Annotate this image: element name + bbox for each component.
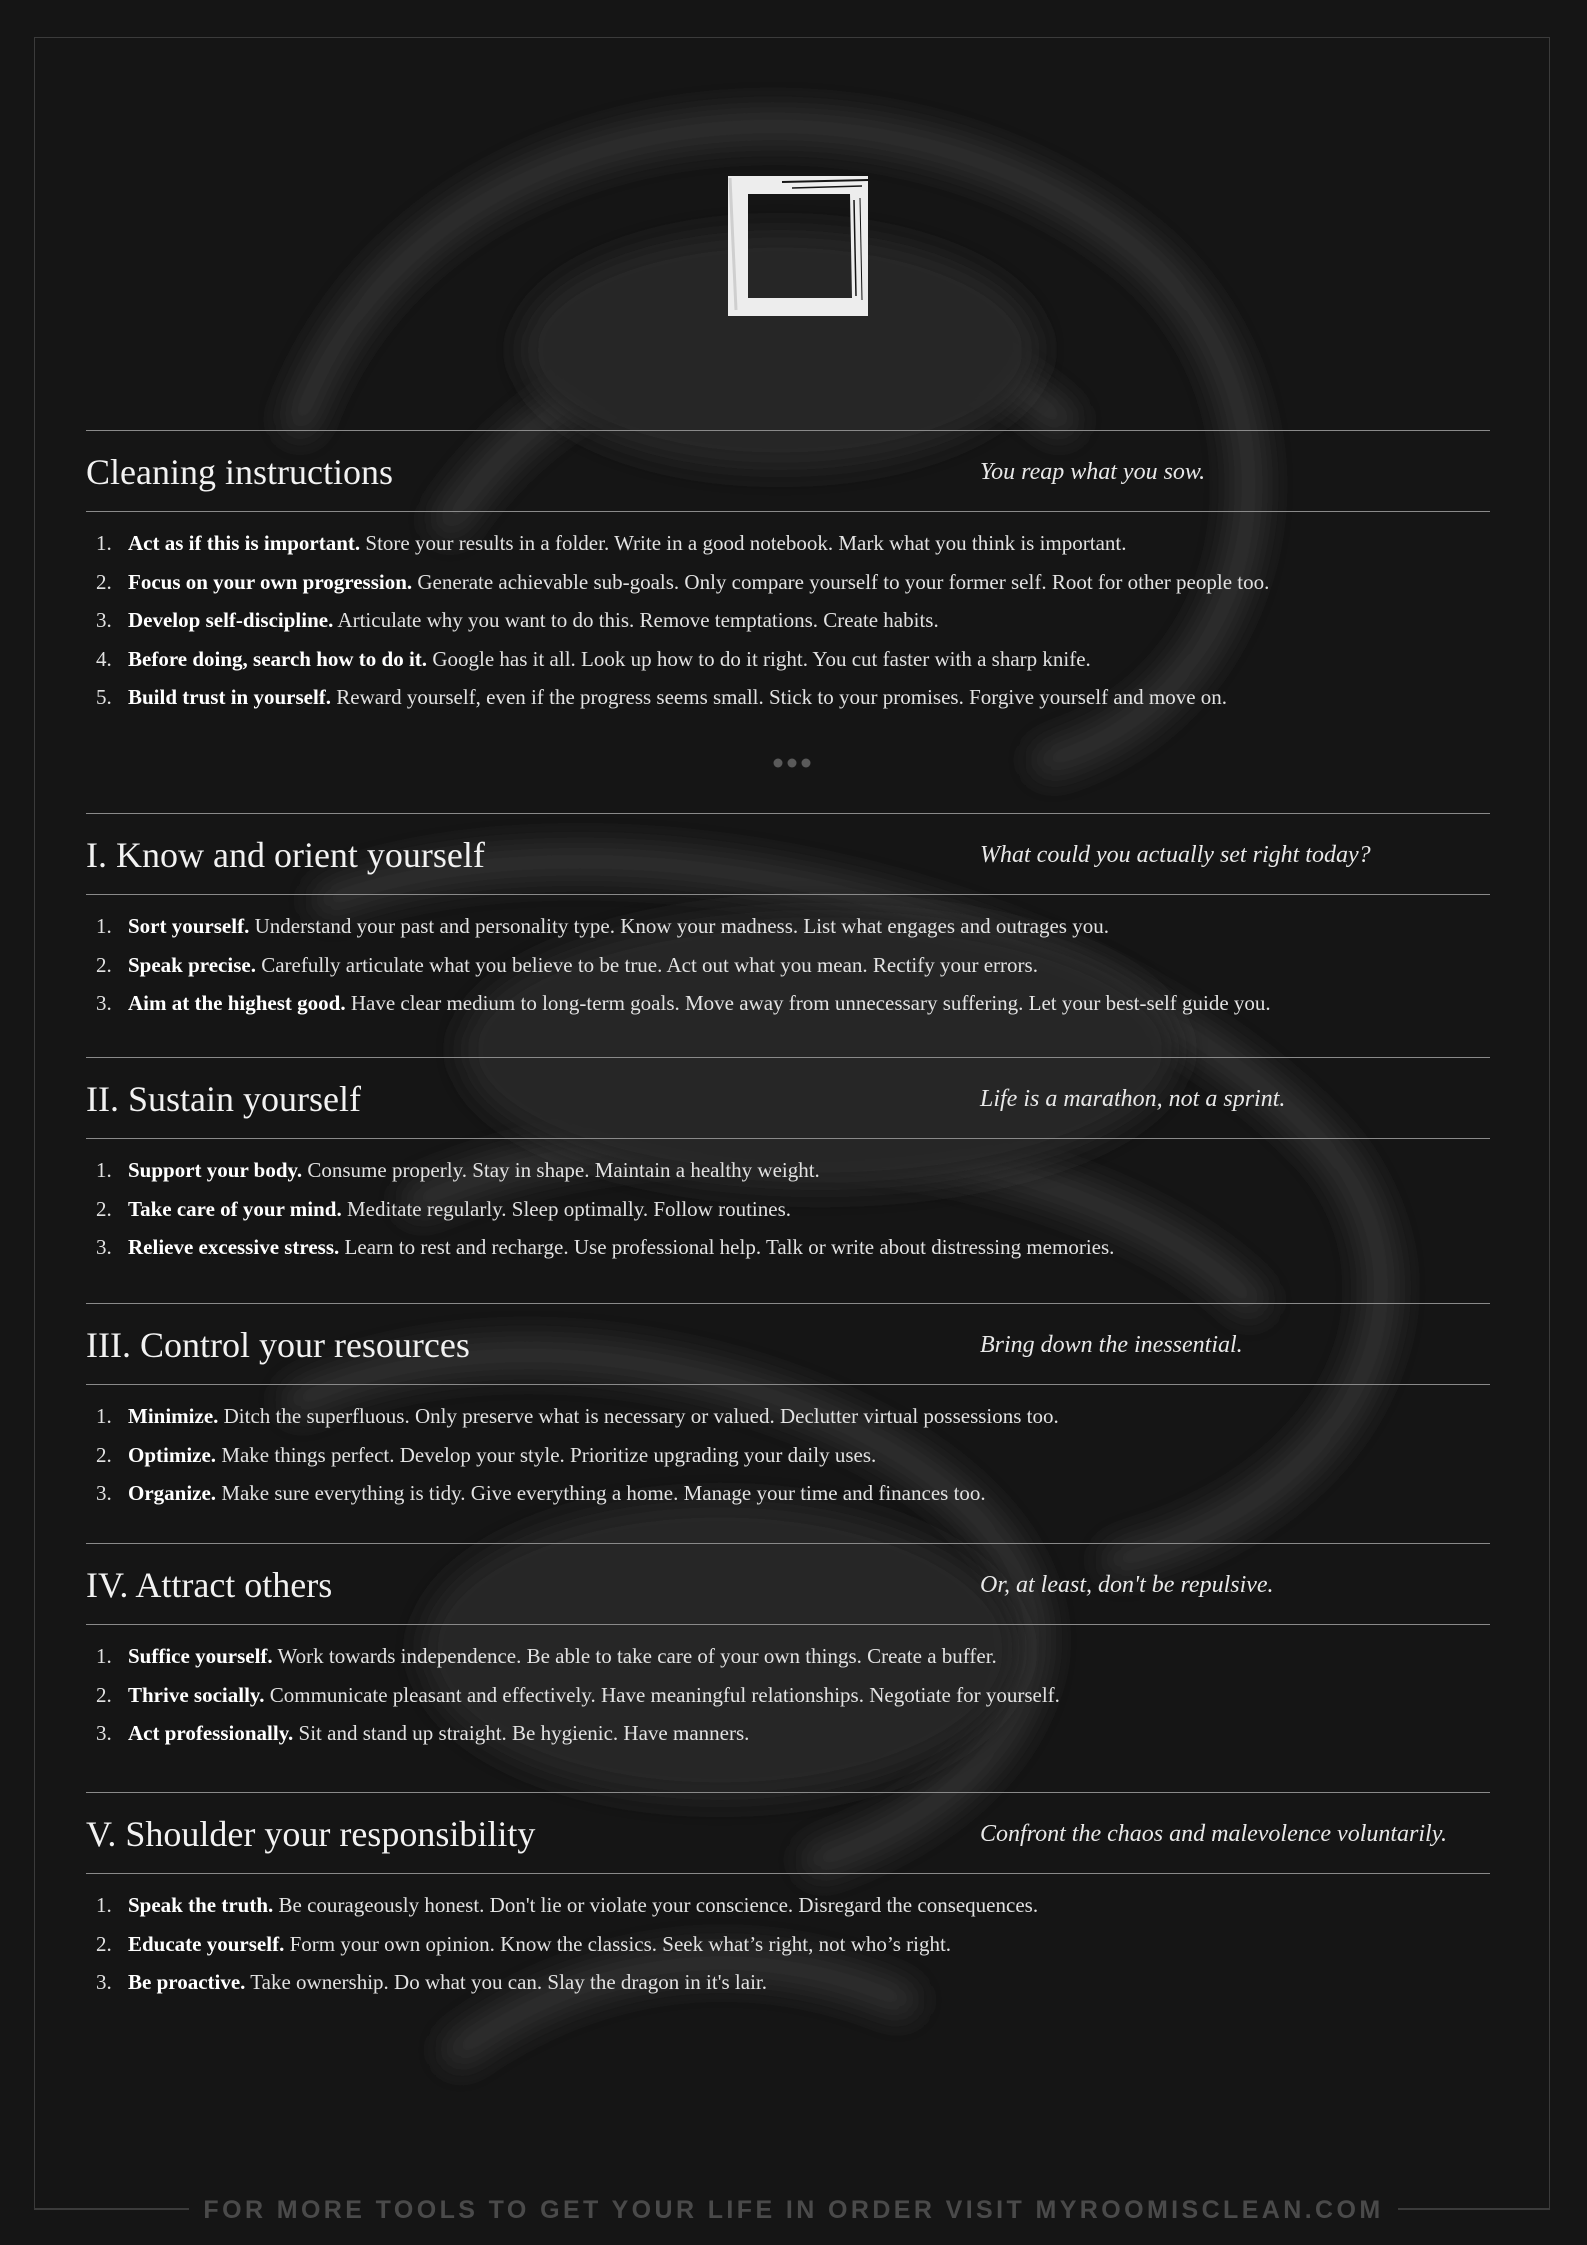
section-know-and-orient xyxy=(86,813,1490,1023)
item-text: Consume properly. Stay in shape. Maintain a healthy weight. xyxy=(302,1158,820,1182)
item-heading: Suffice yourself. xyxy=(128,1644,273,1668)
list-number: 2. xyxy=(96,1931,112,1956)
list-number: 2. xyxy=(96,569,112,594)
item-heading: Speak precise. xyxy=(128,952,256,977)
item-heading: Thrive socially. xyxy=(128,1682,265,1707)
list-item xyxy=(96,984,1490,1023)
instruction-list xyxy=(86,1151,1490,1267)
item-text: Meditate regularly. Sleep optimally. Follow routines. xyxy=(341,1196,791,1221)
list-item xyxy=(96,1397,1490,1436)
section-quote: What could you actually set right today? xyxy=(980,842,1371,868)
footer xyxy=(0,2190,1587,2230)
list-item xyxy=(96,1474,1490,1513)
section-quote: Bring down the inessential. xyxy=(980,1332,1243,1358)
list-item xyxy=(96,1637,1490,1676)
list-number: 3. xyxy=(96,1721,112,1745)
list-item xyxy=(96,524,1490,563)
item-heading: Before doing, search how to do it. xyxy=(128,646,428,671)
list-number: 3. xyxy=(96,608,112,632)
item-heading: Support your body. xyxy=(128,1158,303,1182)
item-text: Take ownership. Do what you can. Slay the dragon in it's lair. xyxy=(245,1970,767,1994)
list-number: 3. xyxy=(96,1970,112,1994)
list-item xyxy=(96,1925,1490,1964)
list-item xyxy=(96,907,1490,946)
section-quote: Life is a marathon, not a sprint. xyxy=(980,1086,1286,1112)
list-number: 1. xyxy=(96,1158,112,1182)
list-item xyxy=(96,1714,1490,1753)
list-number: 3. xyxy=(96,1235,112,1259)
section-control-resources xyxy=(86,1303,1490,1513)
item-text: Reward yourself, even if the progress seems small. Stick to your promises. Forgive yourself and move on. xyxy=(331,685,1228,709)
item-text: Google has it all. Look up how to do it right. You cut faster with a sharp knife. xyxy=(427,646,1091,671)
brush-square-logo xyxy=(722,170,872,320)
item-text: Have clear medium to long-term goals. Move away from unnecessary suffering. Let your best-self guide you. xyxy=(345,991,1271,1015)
item-text: Work towards independence. Be able to take care of your own things. Create a buffer. xyxy=(272,1644,997,1668)
item-heading: Act as if this is important. xyxy=(128,531,361,555)
item-text: Store your results in a folder. Write in a good notebook. Mark what you think is important. xyxy=(360,531,1127,555)
list-number: 1. xyxy=(96,1404,112,1428)
section-title: I. Know and orient yourself xyxy=(86,835,485,875)
instruction-list xyxy=(86,1637,1490,1753)
ellipsis-divider-icon xyxy=(772,757,812,769)
item-heading: Aim at the highest good. xyxy=(128,991,346,1015)
item-heading: Develop self-discipline. xyxy=(128,608,334,632)
list-number: 2. xyxy=(96,1196,112,1221)
item-heading: Minimize. xyxy=(128,1404,219,1428)
list-item xyxy=(96,1436,1490,1475)
item-text: Generate achievable sub-goals. Only compare yourself to your former self. Root for other people too. xyxy=(412,569,1270,594)
list-item xyxy=(96,563,1490,602)
list-number: 3. xyxy=(96,1481,112,1505)
footer-website-link[interactable]: FOR MORE TOOLS TO GET YOUR LIFE IN ORDER VISIT MYROOMISCLEAN.COM xyxy=(189,2190,1397,2230)
list-item xyxy=(96,640,1490,679)
section-title: III. Control your resources xyxy=(86,1325,470,1365)
section-quote: Or, at least, don't be repulsive. xyxy=(980,1572,1274,1598)
item-heading: Act professionally. xyxy=(128,1721,294,1745)
item-text: Learn to rest and recharge. Use professional help. Talk or write about distressing memories. xyxy=(339,1235,1115,1259)
item-heading: Educate yourself. xyxy=(128,1931,285,1956)
instruction-list xyxy=(86,1397,1490,1513)
section-title: IV. Attract others xyxy=(86,1565,333,1605)
section-shoulder-responsibility xyxy=(86,1792,1490,2002)
item-text: Make things perfect. Develop your style. Prioritize upgrading your daily uses. xyxy=(216,1442,877,1467)
item-text: Make sure everything is tidy. Give everything a home. Manage your time and finances too. xyxy=(216,1481,986,1505)
list-item xyxy=(96,1676,1490,1715)
section-header xyxy=(86,1792,1490,1874)
item-text: Sit and stand up straight. Be hygienic. Have manners. xyxy=(293,1721,750,1745)
item-heading: Focus on your own progression. xyxy=(128,569,413,594)
section-header xyxy=(86,1057,1490,1139)
instruction-list xyxy=(86,907,1490,1023)
section-header xyxy=(86,813,1490,895)
item-heading: Optimize. xyxy=(128,1442,217,1467)
section-quote: Confront the chaos and malevolence voluntarily. xyxy=(980,1821,1448,1847)
section-quote: You reap what you sow. xyxy=(980,459,1206,485)
item-heading: Organize. xyxy=(128,1481,217,1505)
list-number: 2. xyxy=(96,1442,112,1467)
item-text: Understand your past and personality type. Know your madness. List what engages and outrages you. xyxy=(249,914,1109,938)
list-item xyxy=(96,1228,1490,1267)
item-heading: Speak the truth. xyxy=(128,1893,274,1917)
section-title: V. Shoulder your responsibility xyxy=(86,1814,536,1854)
list-number: 5. xyxy=(96,685,112,709)
list-item xyxy=(96,678,1490,717)
list-item xyxy=(96,946,1490,985)
list-item xyxy=(96,1151,1490,1190)
list-item xyxy=(96,1190,1490,1229)
list-number: 1. xyxy=(96,1644,112,1668)
list-number: 1. xyxy=(96,1893,112,1917)
section-cleaning-instructions xyxy=(86,430,1490,717)
item-text: Articulate why you want to do this. Remove temptations. Create habits. xyxy=(333,608,939,632)
section-header xyxy=(86,430,1490,512)
list-number: 2. xyxy=(96,1682,112,1707)
item-text: Be courageously honest. Don't lie or violate your conscience. Disregard the consequences. xyxy=(273,1893,1039,1917)
list-item xyxy=(96,1963,1490,2002)
item-heading: Be proactive. xyxy=(128,1970,246,1994)
section-sustain-yourself xyxy=(86,1057,1490,1267)
item-text: Form your own opinion. Know the classics. Seek what’s right, not who’s right. xyxy=(284,1931,952,1956)
list-number: 2. xyxy=(96,952,112,977)
list-number: 1. xyxy=(96,914,112,938)
instruction-list xyxy=(86,524,1490,717)
item-heading: Relieve excessive stress. xyxy=(128,1235,340,1259)
list-number: 4. xyxy=(96,646,112,671)
list-item xyxy=(96,1886,1490,1925)
section-title: II. Sustain yourself xyxy=(86,1079,361,1119)
item-heading: Take care of your mind. xyxy=(128,1196,342,1221)
item-text: Ditch the superfluous. Only preserve what is necessary or valued. Declutter virtual possessions too. xyxy=(218,1404,1059,1428)
instruction-list xyxy=(86,1886,1490,2002)
list-number: 3. xyxy=(96,991,112,1015)
item-text: Carefully articulate what you believe to be true. Act out what you mean. Rectify your errors. xyxy=(255,952,1038,977)
item-text: Communicate pleasant and effectively. Have meaningful relationships. Negotiate for yourself. xyxy=(264,1682,1060,1707)
section-attract-others xyxy=(86,1543,1490,1753)
item-heading: Sort yourself. xyxy=(128,914,250,938)
section-header xyxy=(86,1303,1490,1385)
section-header xyxy=(86,1543,1490,1625)
item-heading: Build trust in yourself. xyxy=(128,685,332,709)
list-item xyxy=(96,601,1490,640)
footer-divider xyxy=(34,2209,214,2210)
section-title: Cleaning instructions xyxy=(86,452,393,492)
list-number: 1. xyxy=(96,531,112,555)
